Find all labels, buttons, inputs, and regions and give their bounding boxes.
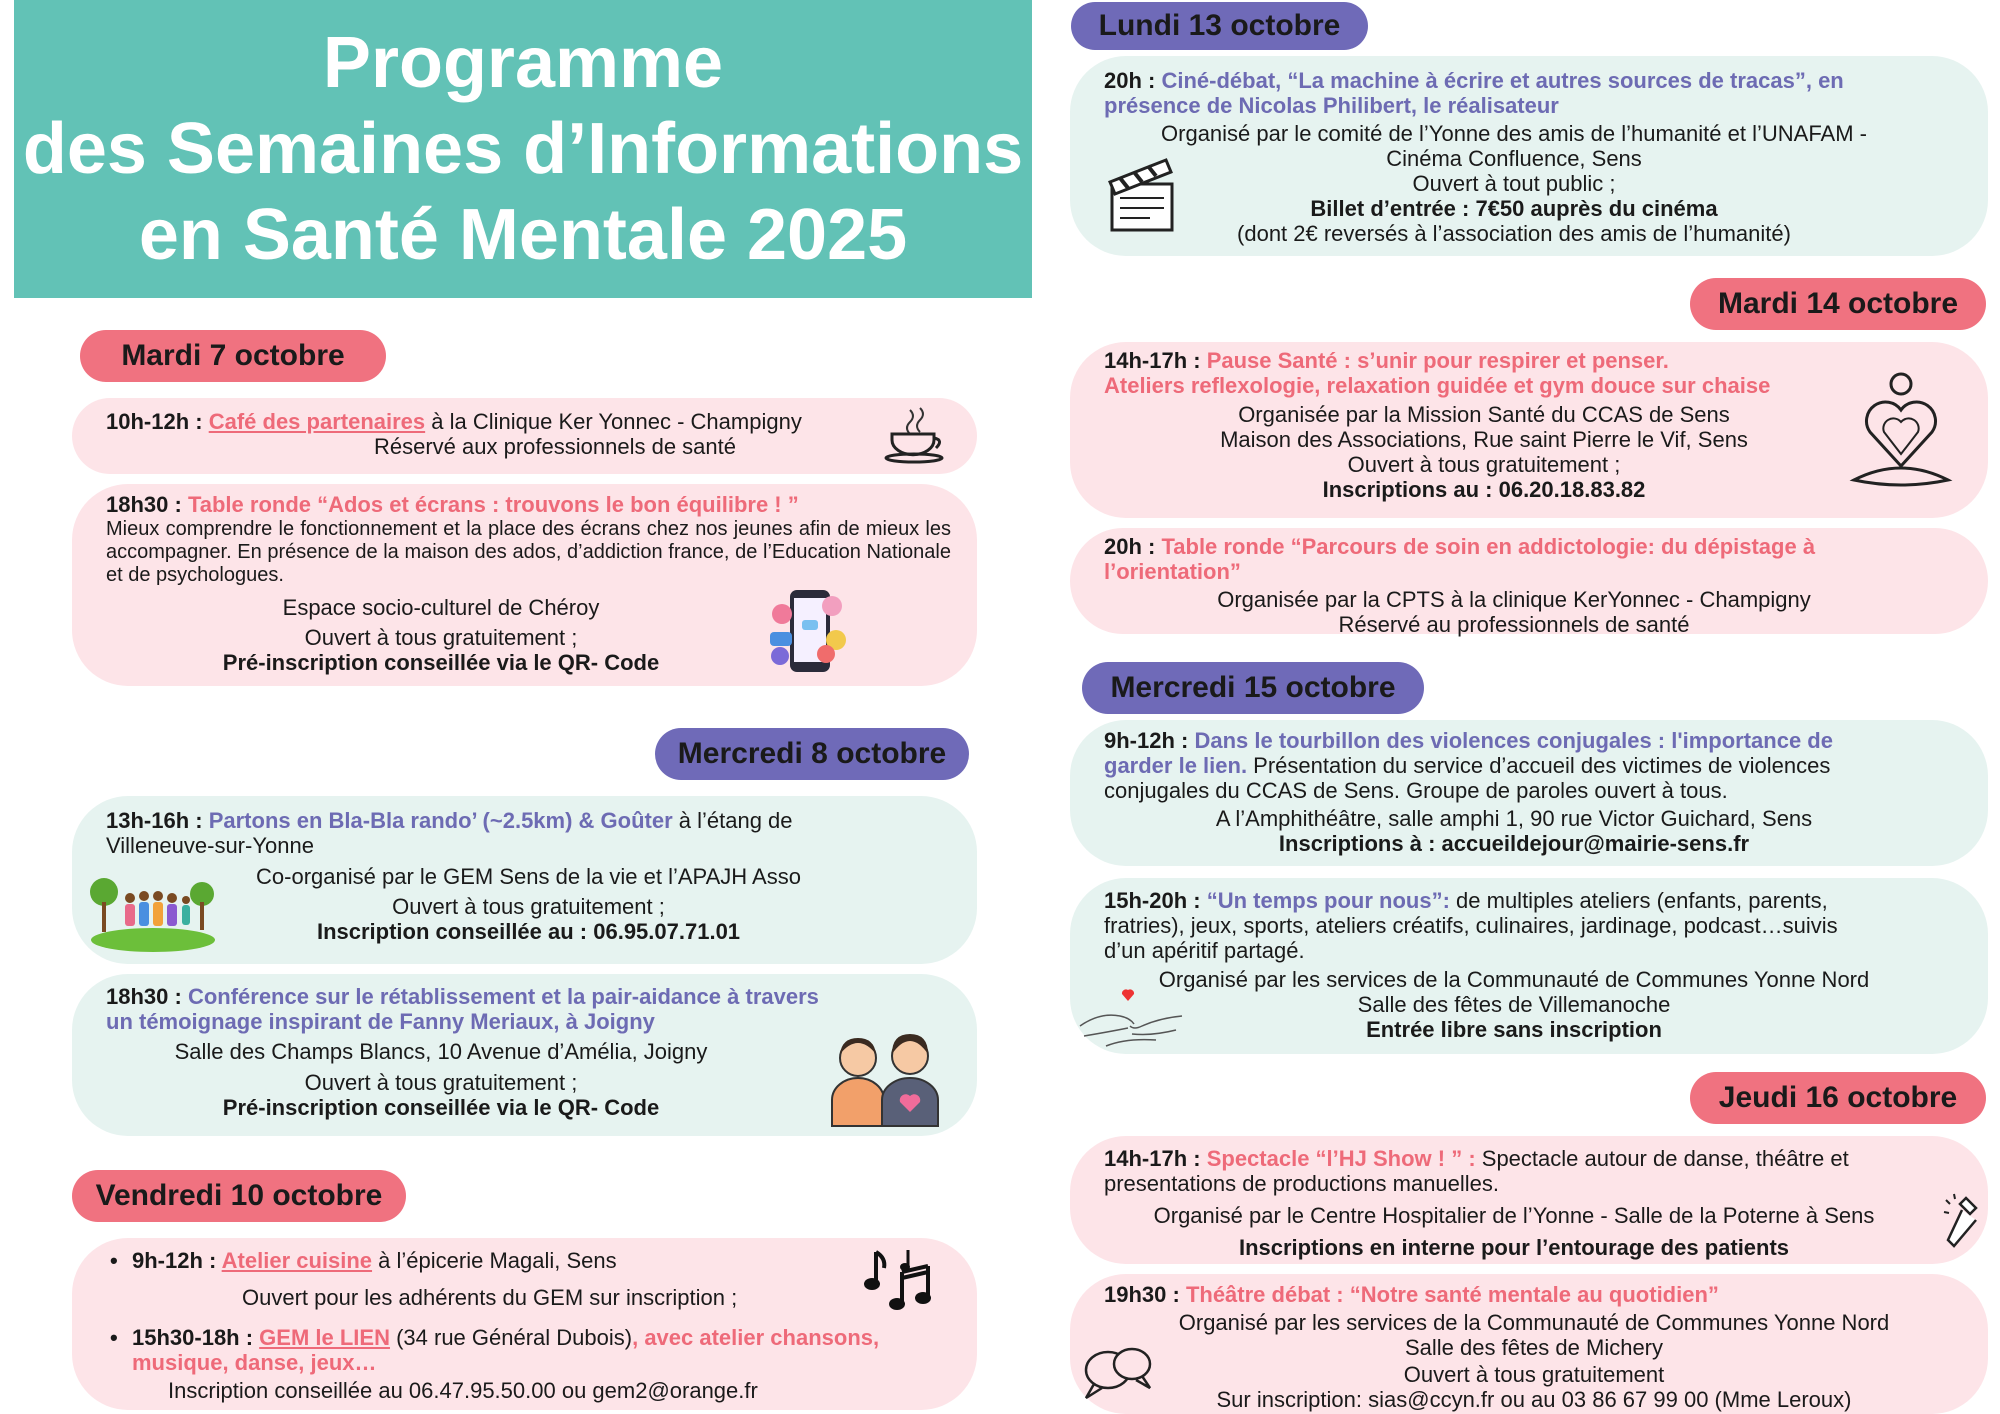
event-location: Salle des fêtes de Villemanoche xyxy=(1357,992,1671,1017)
event-title: Conférence sur le rétablissement et la pair-aidance à travers xyxy=(187,984,819,1009)
event-price-note: (dont 2€ reversés à l’association des amis de l’humanité) xyxy=(1237,221,1791,246)
event-registration: Pré-inscription conseillée via le QR- Code xyxy=(222,1095,660,1120)
event-title: “Un temps pour nous”: xyxy=(1206,888,1450,913)
event-description-3: d’un apéritif partagé. xyxy=(1104,938,1305,963)
event-registration: Pré-inscription conseillée via le QR- Code xyxy=(222,650,660,675)
event-description-2: fratries), jeux, sports, ateliers créatifs, culinaires, jardinage, podcast…suivis xyxy=(1104,913,1838,938)
event-access: Ouvert à tous gratuitement ; xyxy=(304,625,578,650)
event-access: Ouvert à tous gratuitement ; xyxy=(304,1070,578,1095)
event-time: 9h-12h : xyxy=(1104,728,1195,753)
event-registration: Inscription conseillée au : 06.95.07.71.01 xyxy=(316,919,741,944)
event-access: Ouvert à tous gratuitement ; xyxy=(1347,452,1621,477)
event-price: Billet d’entrée : 7€50 auprès du cinéma xyxy=(1310,196,1718,221)
page-header xyxy=(14,0,1032,298)
event-time: 20h : xyxy=(1104,534,1162,559)
couple-heart-icon xyxy=(824,1016,944,1128)
event-time: 15h-20h : xyxy=(1104,888,1207,913)
event-location: A l’Amphithéâtre, salle amphi 1, 90 rue Victor Guichard, Sens xyxy=(1215,806,1813,831)
event-organizer: Co-organisé par le GEM Sens de la vie et l’APAJH Asso xyxy=(256,864,801,889)
event-line xyxy=(106,492,949,517)
helping-hands-icon xyxy=(1076,986,1186,1052)
event-title: Ciné-débat, “La machine à écrire et autres sources de tracas”, en xyxy=(1161,68,1844,93)
event-organizer: Organisé par les services de la Communauté de Communes Yonne Nord xyxy=(1178,1310,1890,1335)
event-conference-pair-aidance xyxy=(72,974,977,1136)
header-line-1: Programme xyxy=(322,23,724,103)
speech-bubbles-icon xyxy=(1080,1344,1156,1402)
event-time: 15h30-18h : xyxy=(132,1325,260,1350)
event-organizer: Organisée par la CPTS à la clinique KerYonnec - Champigny xyxy=(1217,587,1811,612)
event-line-2 xyxy=(1104,753,1960,778)
event-title: Pause Santé : s’unir pour respirer et penser. xyxy=(1206,348,1669,373)
event-cine-debat xyxy=(1070,56,1988,256)
day-label-vendredi-10: Vendredi 10 octobre xyxy=(72,1170,406,1222)
event-organizer: Organisée par la Mission Santé du CCAS de Sens xyxy=(1238,402,1730,427)
event-title-2: Ateliers reflexologie, relaxation guidée et gym douce sur chaise xyxy=(1104,373,1771,398)
event-title: Table ronde “Parcours de soin en addictologie: du dépistage à xyxy=(1161,534,1816,559)
day-label-mercredi-8: Mercredi 8 octobre xyxy=(655,728,969,780)
event-title: Dans le tourbillon des violences conjugales : l'importance de xyxy=(1194,728,1833,753)
event-title-part: , avec atelier chansons, xyxy=(632,1325,880,1350)
event-location: à l’étang de xyxy=(672,808,793,833)
event-violences-conjugales xyxy=(1070,720,1988,866)
event-description-2: presentations de productions manuelles. xyxy=(1104,1171,1500,1196)
event-location: Salle des fêtes de Michery xyxy=(1404,1335,1664,1360)
event-location-2: Villeneuve-sur-Yonne xyxy=(106,833,314,858)
event-bla-bla-rando xyxy=(72,796,977,964)
event-organizer: Organisé par les services de la Communauté de Communes Yonne Nord xyxy=(1158,967,1870,992)
day-label-mercredi-15: Mercredi 15 octobre xyxy=(1082,662,1424,714)
event-registration: Inscriptions à : accueildejour@mairie-sens.fr xyxy=(1278,831,1750,856)
event-line xyxy=(106,984,949,1009)
header-line-2: des Semaines d’Informations xyxy=(22,109,1024,189)
music-notes-icon xyxy=(862,1244,936,1318)
event-time: 14h-17h : xyxy=(1104,1146,1207,1171)
event-title-2: présence de Nicolas Philibert, le réalisateur xyxy=(1104,93,1559,118)
event-list-vendredi xyxy=(72,1238,977,1410)
event-audience: Réservé au professionnels de santé xyxy=(1338,612,1690,637)
walking-group-icon xyxy=(86,868,220,956)
event-line xyxy=(106,409,949,434)
event-title: Partons en Bla-Bla rando’ (~2.5km) & Goûter xyxy=(208,808,673,833)
event-description: Spectacle autour de danse, théâtre et xyxy=(1475,1146,1849,1171)
event-time: 14h-17h : xyxy=(1104,348,1207,373)
event-registration: Sur inscription: sias@ccyn.fr ou au 03 86 67 99 00 (Mme Leroux) xyxy=(1216,1387,1852,1412)
event-time: 13h-16h : xyxy=(106,808,209,833)
event-registration: Inscription conseillée au 06.47.95.50.00 ou gem2@orange.fr xyxy=(168,1378,758,1403)
event-description-2: conjugales du CCAS de Sens. Groupe de paroles ouvert à tous. xyxy=(1104,778,1728,803)
event-description: Mieux comprendre le fonctionnement et la place des écrans chez nos jeunes afin de mieux les accompagner. En présence de la maison des ados, d’addiction france, de l’Education Nationale et de psychologues. xyxy=(106,518,951,586)
event-title: Café des partenaires xyxy=(208,409,426,434)
event-un-temps-pour-nous xyxy=(1070,878,1988,1054)
smartphone-social-icon xyxy=(762,584,858,680)
event-location: Espace socio-culturel de Chéroy xyxy=(282,595,600,620)
list-item xyxy=(106,1248,949,1273)
event-location: Maison des Associations, Rue saint Pierre le Vif, Sens xyxy=(1220,427,1748,452)
event-hj-show xyxy=(1070,1136,1988,1264)
day-label-lundi-13: Lundi 13 octobre xyxy=(1071,2,1368,50)
event-audience: Réservé aux professionnels de santé xyxy=(374,434,736,459)
event-title: Spectacle “l’HJ Show ! ” : xyxy=(1206,1146,1476,1171)
event-time: 20h : xyxy=(1104,68,1162,93)
event-organizer: Organisé par le Centre Hospitalier de l’Yonne - Salle de la Poterne à Sens xyxy=(1153,1203,1875,1228)
event-title: Atelier cuisine xyxy=(221,1248,373,1273)
event-location: (34 rue Général Dubois) xyxy=(389,1325,633,1350)
event-organizer: Organisé par le comité de l’Yonne des amis de l’humanité et l’UNAFAM - xyxy=(1161,121,1867,146)
event-access: Entrée libre sans inscription xyxy=(1366,1017,1662,1042)
event-location: à la Clinique Ker Yonnec - Champigny xyxy=(425,409,802,434)
event-line xyxy=(1104,1146,1960,1171)
event-title: Théâtre débat : “Notre santé mentale au quotidien” xyxy=(1185,1282,1719,1307)
day-label-mardi-14: Mardi 14 octobre xyxy=(1690,278,1986,330)
event-line xyxy=(1104,888,1960,913)
event-registration: Inscriptions en interne pour l’entourage des patients xyxy=(1238,1235,1790,1260)
clapperboard-icon xyxy=(1106,154,1180,238)
event-time: 18h30 : xyxy=(106,492,188,517)
event-line xyxy=(1104,728,1960,753)
event-line xyxy=(1104,68,1960,93)
event-table-ronde-ados xyxy=(72,484,977,686)
event-time: 19h30 : xyxy=(1104,1282,1186,1307)
event-registration: Inscriptions au : 06.20.18.83.82 xyxy=(1322,477,1646,502)
event-pause-sante xyxy=(1070,342,1988,518)
event-access: Ouvert à tout public ; xyxy=(1412,171,1616,196)
day-label-mardi-7: Mardi 7 octobre xyxy=(80,330,386,382)
event-line xyxy=(1104,534,1960,559)
event-title: Table ronde “Ados et écrans : trouvons le bon équilibre ! ” xyxy=(187,492,799,517)
event-title-2: un témoignage inspirant de Fanny Meriaux, à Joigny xyxy=(106,1009,655,1034)
event-description: de multiples ateliers (enfants, parents, xyxy=(1449,888,1828,913)
list-item xyxy=(106,1325,949,1350)
coffee-cup-icon xyxy=(880,404,950,464)
event-time: 18h30 : xyxy=(106,984,188,1009)
day-label-jeudi-16: Jeudi 16 octobre xyxy=(1690,1072,1986,1124)
event-title-2: l’orientation” xyxy=(1104,559,1241,584)
event-location: Cinéma Confluence, Sens xyxy=(1386,146,1642,171)
event-access: Ouvert à tous gratuitement xyxy=(1403,1362,1665,1387)
event-time: 10h-12h : xyxy=(106,409,209,434)
event-title: GEM le LIEN xyxy=(259,1325,390,1350)
event-line xyxy=(1104,1282,1960,1307)
event-location: à l’épicerie Magali, Sens xyxy=(372,1248,617,1273)
microphone-icon xyxy=(1942,1192,1982,1254)
event-table-ronde-addictologie xyxy=(1070,528,1988,637)
event-line xyxy=(1104,348,1960,373)
event-line xyxy=(106,808,949,833)
meditation-heart-icon xyxy=(1848,370,1954,492)
event-theatre-debat xyxy=(1070,1274,1988,1414)
event-time: 9h-12h : xyxy=(132,1248,222,1273)
event-access: Ouvert à tous gratuitement ; xyxy=(392,894,665,919)
event-access: Ouvert pour les adhérents du GEM sur inscription ; xyxy=(242,1285,738,1310)
header-line-3: en Santé Mentale 2025 xyxy=(138,195,908,275)
event-cafe-partenaires xyxy=(72,398,977,474)
event-title-2: garder le lien. xyxy=(1104,753,1248,778)
event-description: Présentation du service d’accueil des victimes de violences xyxy=(1247,753,1831,778)
event-location: Salle des Champs Blancs, 10 Avenue d’Amélia, Joigny xyxy=(174,1039,708,1064)
event-title-3: musique, danse, jeux… xyxy=(132,1350,377,1375)
